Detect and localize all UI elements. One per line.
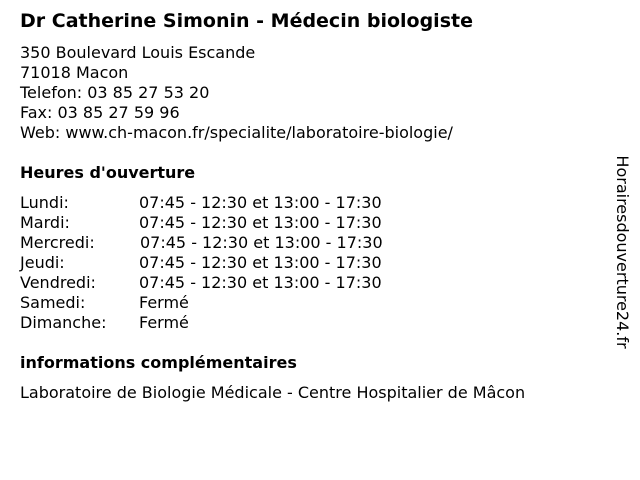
day-label: Lundi: xyxy=(20,193,69,212)
day-hours: 07:45 - 12:30 et 13:00 - 17:30 xyxy=(139,273,382,292)
day-label: Mercredi: xyxy=(20,233,95,252)
fax-number: Fax: 03 85 27 59 96 xyxy=(20,103,180,122)
street-address: 350 Boulevard Louis Escande xyxy=(20,43,256,62)
site-watermark: Horairesdouverture24.fr xyxy=(613,155,632,349)
contact-address xyxy=(20,43,453,143)
day-label: Jeudi: xyxy=(20,253,65,272)
day-hours: 07:45 - 12:30 et 13:00 - 17:30 xyxy=(140,233,383,252)
page-title: Dr Catherine Simonin - Médecin biologiste xyxy=(20,10,473,32)
day-label: Mardi: xyxy=(20,213,70,232)
day-hours: 07:45 - 12:30 et 13:00 - 17:30 xyxy=(139,253,382,272)
day-label: Dimanche: xyxy=(20,313,107,332)
day-hours: Fermé xyxy=(139,293,189,312)
day-hours: 07:45 - 12:30 et 13:00 - 17:30 xyxy=(139,193,382,212)
opening-hours-heading: Heures d'ouverture xyxy=(20,163,196,182)
day-hours: Fermé xyxy=(139,313,189,332)
phone-number: Telefon: 03 85 27 53 20 xyxy=(20,83,210,102)
day-hours: 07:45 - 12:30 et 13:00 - 17:30 xyxy=(139,213,382,232)
day-label: Samedi: xyxy=(20,293,86,312)
additional-info-heading: informations complémentaires xyxy=(20,353,297,372)
website-link[interactable]: Web: www.ch-macon.fr/specialite/laboratoire-biologie/ xyxy=(20,123,453,142)
day-label: Vendredi: xyxy=(20,273,96,292)
city-postal: 71018 Macon xyxy=(20,63,129,82)
additional-info-text: Laboratoire de Biologie Médicale - Centre Hospitalier de Mâcon xyxy=(20,383,526,402)
